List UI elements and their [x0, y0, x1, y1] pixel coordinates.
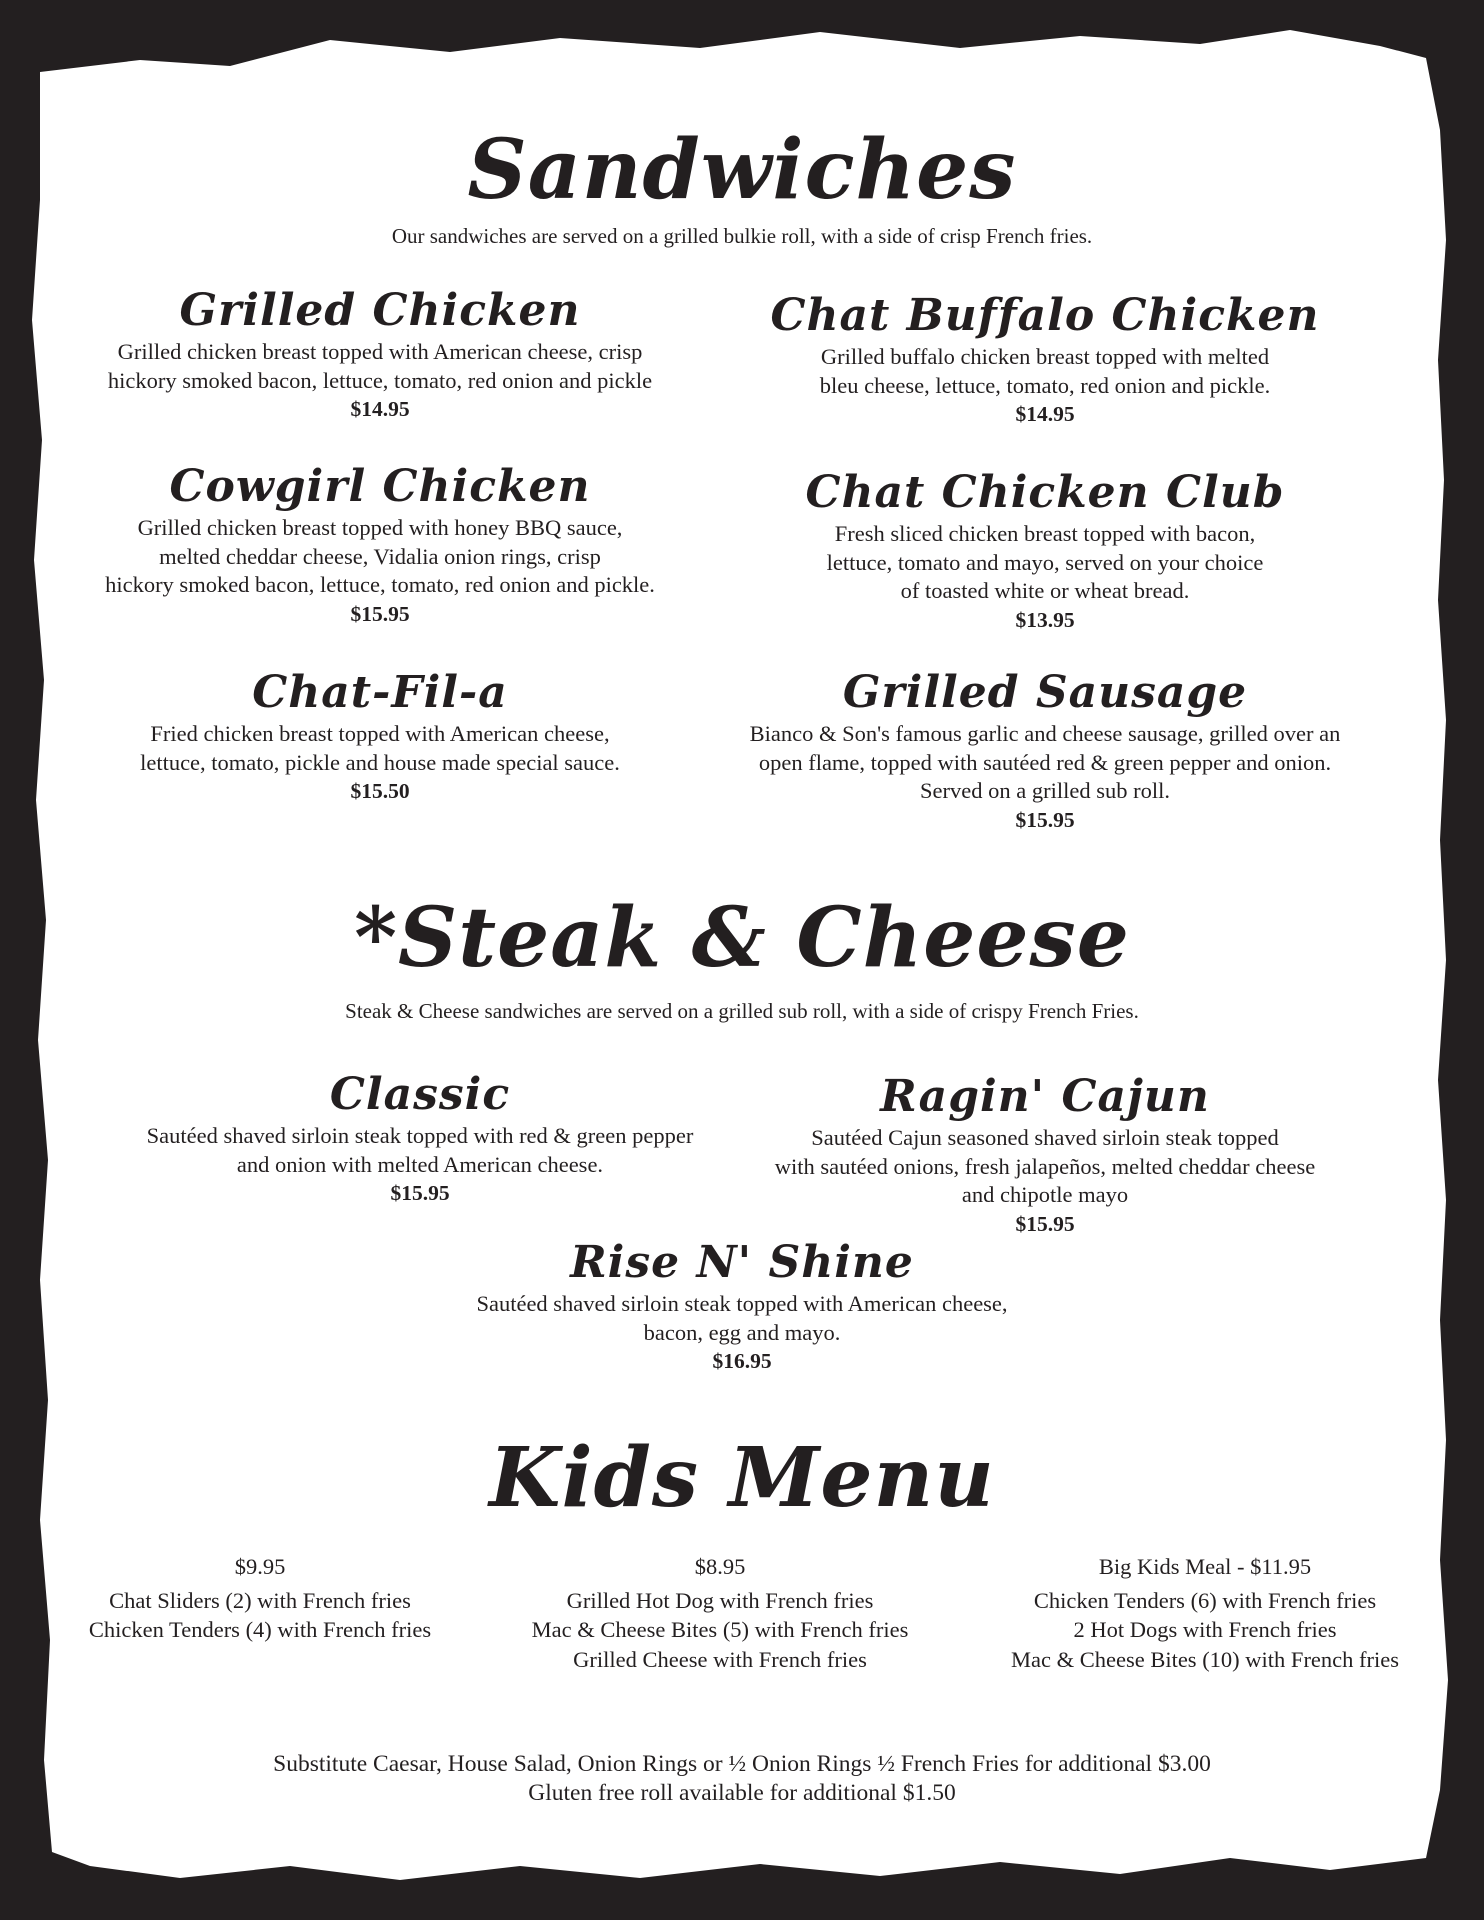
footer-notes [0, 1750, 1484, 1808]
footer-line: Gluten free roll available for additional $1.50 [528, 1780, 956, 1806]
kids-item: Grilled Hot Dog with French fries [566, 1587, 874, 1613]
kids-item: Chicken Tenders (6) with French fries [1033, 1587, 1377, 1613]
kids-column-3 [970, 1552, 1440, 1674]
item-price: $14.95 [350, 397, 410, 421]
item-name: Grilled Chicken [179, 285, 581, 336]
item-price: $14.95 [1015, 402, 1075, 426]
kids-price: $8.95 [694, 1554, 746, 1579]
item-price: $15.50 [350, 779, 410, 803]
menu-item-grilled-sausage [700, 666, 1390, 834]
item-desc-line: Fried chicken breast topped with American cheese, [150, 721, 610, 746]
steak-cheese-subtitle: Steak & Cheese sandwiches are served on a grilled sub roll, with a side of crispy French Fries. [345, 999, 1139, 1023]
kids-item: Chat Sliders (2) with French fries [109, 1587, 411, 1613]
item-desc-line: melted cheddar cheese, Vidalia onion rings, crisp [159, 543, 601, 569]
item-price: $15.95 [1015, 807, 1075, 832]
item-name: Rise N' Shine [570, 1237, 914, 1288]
item-desc-line: Grilled chicken breast topped with American cheese, crisp [117, 339, 643, 364]
menu-item-classic [100, 1068, 740, 1207]
kids-price: $9.95 [234, 1554, 286, 1579]
item-desc-line: and chipotle mayo [961, 1182, 1129, 1207]
item-desc-line: with sautéed onions, fresh jalapeños, melted cheddar cheese [774, 1153, 1316, 1179]
item-name: Chat-Fil-a [252, 667, 508, 718]
item-price: $13.95 [1015, 607, 1075, 632]
item-price: $15.95 [350, 601, 410, 626]
item-name: Chat Buffalo Chicken [770, 290, 1320, 341]
kids-column-2 [490, 1552, 950, 1674]
item-desc-line: Bianco & Son's famous garlic and cheese sausage, grilled over an [749, 721, 1341, 746]
item-price: $16.95 [712, 1349, 772, 1373]
kids-item: Mac & Cheese Bites (5) with French fries [531, 1617, 909, 1642]
item-desc-line: bacon, egg and mayo. [643, 1319, 841, 1345]
kids-column-1 [50, 1552, 470, 1645]
kids-item: 2 Hot Dogs with French fries [1073, 1617, 1337, 1642]
item-desc-line: Sautéed shaved sirloin steak topped with American cheese, [476, 1291, 1008, 1316]
footer-line: Substitute Caesar, House Salad, Onion Rings or ½ Onion Rings ½ French Fries for additional $3.00 [273, 1751, 1211, 1777]
item-desc-line: Served on a grilled sub roll. [920, 778, 1170, 803]
sandwiches-subtitle: Our sandwiches are served on a grilled bulkie roll, with a side of crisp French fries. [391, 224, 1093, 248]
item-desc-line: Grilled chicken breast topped with honey BBQ sauce, [137, 515, 623, 540]
kids-item: Chicken Tenders (4) with French fries [88, 1617, 432, 1642]
item-desc-line: hickory smoked bacon, lettuce, tomato, red onion and pickle [107, 367, 653, 393]
item-desc-line: lettuce, tomato, pickle and house made special sauce. [140, 749, 620, 775]
item-desc-line: Sautéed shaved sirloin steak topped with red & green pepper [146, 1123, 694, 1148]
item-desc-line: Grilled buffalo chicken breast topped with melted [820, 344, 1270, 369]
menu-item-chat-fil-a [90, 666, 670, 805]
item-name: Ragin' Cajun [880, 1071, 1210, 1122]
item-price: $15.95 [390, 1181, 450, 1205]
kids-menu-heading: Kids Menu [489, 1430, 995, 1526]
item-price: $15.95 [1015, 1211, 1075, 1236]
kids-item: Mac & Cheese Bites (10) with French fries [1010, 1646, 1400, 1672]
menu-item-chat-buffalo-chicken [725, 289, 1365, 428]
menu-item-rise-n-shine [400, 1236, 1084, 1375]
item-desc-line: bleu cheese, lettuce, tomato, red onion and pickle. [819, 372, 1271, 398]
sandwiches-heading: Sandwiches [467, 122, 1017, 218]
menu-item-chat-chicken-club [725, 466, 1365, 634]
item-name: Cowgirl Chicken [169, 461, 591, 512]
item-desc-line: and onion with melted American cheese. [236, 1151, 604, 1177]
item-desc-line: hickory smoked bacon, lettuce, tomato, red onion and pickle. [105, 572, 655, 597]
item-desc-line: Sautéed Cajun seasoned shaved sirloin steak topped [811, 1125, 1279, 1150]
menu-item-cowgirl-chicken [60, 460, 700, 628]
item-desc-line: open flame, topped with sautéed red & green pepper and onion. [758, 749, 1332, 775]
item-desc-line: lettuce, tomato and mayo, served on your choice [826, 549, 1264, 575]
item-name: Chat Chicken Club [805, 467, 1285, 518]
menu-item-ragin-cajun [725, 1070, 1365, 1238]
item-desc-line: of toasted white or wheat bread. [900, 578, 1190, 603]
item-desc-line: Fresh sliced chicken breast topped with bacon, [834, 521, 1256, 546]
kids-price: Big Kids Meal - $11.95 [1098, 1554, 1312, 1579]
steak-cheese-heading: *Steak & Cheese [354, 890, 1130, 986]
menu-item-grilled-chicken [60, 284, 700, 423]
item-name: Grilled Sausage [842, 667, 1248, 718]
item-name: Classic [329, 1069, 511, 1120]
kids-item: Grilled Cheese with French fries [573, 1646, 867, 1672]
